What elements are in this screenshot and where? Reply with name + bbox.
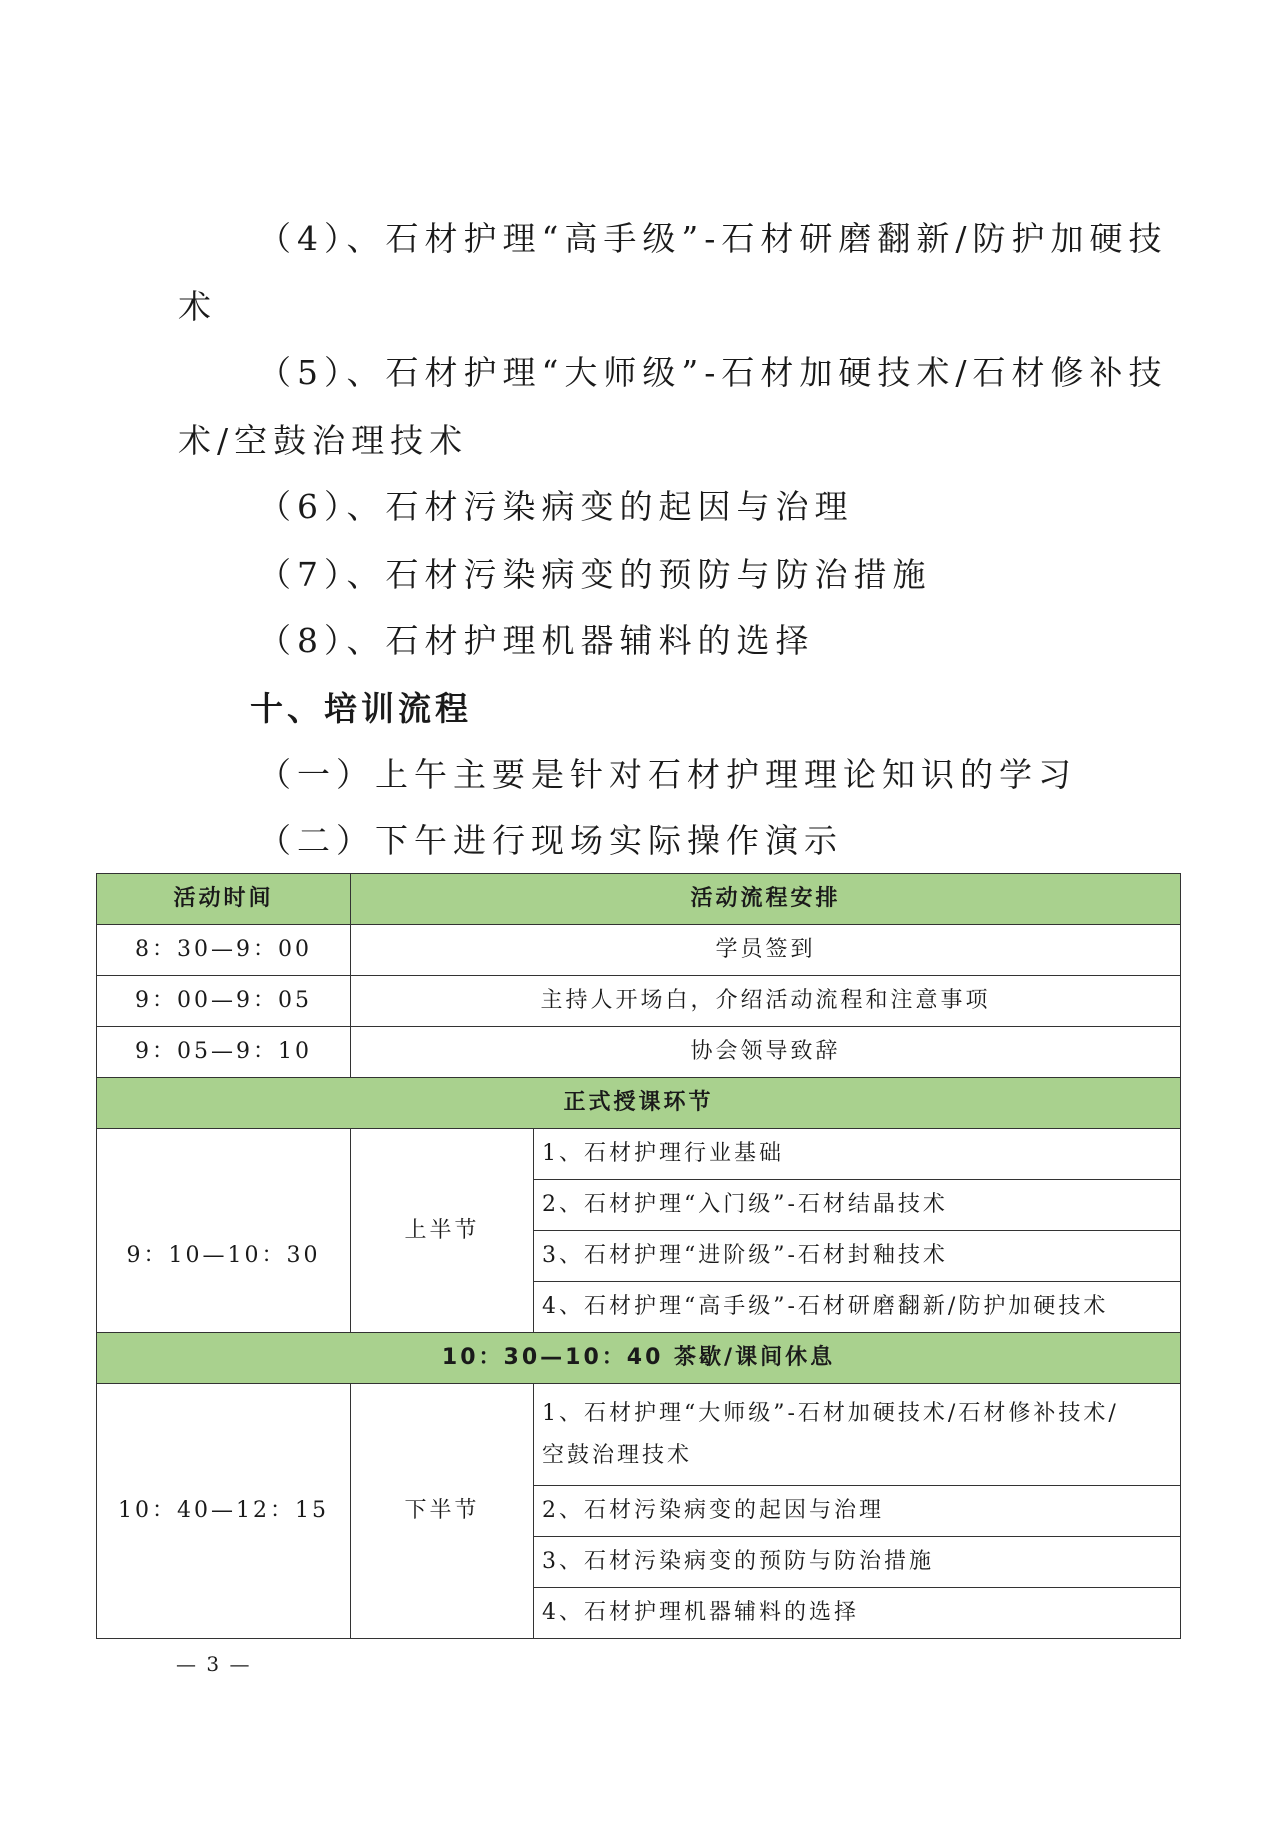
topic-item: 3、石材护理“进阶级”-石材封釉技术	[534, 1231, 1181, 1282]
topic-item	[534, 1384, 1181, 1486]
topic-item: 2、石材护理“入门级”-石材结晶技术	[534, 1180, 1181, 1231]
band-row	[97, 1078, 1181, 1129]
row-plan: 学员签到	[351, 925, 1181, 976]
row-plan: 主持人开场白，介绍活动流程和注意事项	[351, 976, 1181, 1027]
page-number: — 3 —	[176, 1652, 252, 1676]
band-formal: 正式授课环节	[97, 1078, 1181, 1129]
section-ten-title: 十、培训流程	[250, 689, 472, 728]
first-half-label: 上半节	[351, 1129, 534, 1333]
table-row	[97, 1129, 1181, 1180]
item4-line2: 术	[178, 287, 217, 326]
section-ten-sub1: （一）上午主要是针对石材护理理论知识的学习	[258, 755, 1077, 794]
first-half-time-text: 9：10—10：30	[126, 1242, 321, 1268]
table-row	[97, 1027, 1181, 1078]
row-time: 9：05—9：10	[97, 1027, 351, 1078]
second-half-label: 下半节	[351, 1384, 534, 1639]
item4-line1: （4）、石材护理“高手级”-石材研磨翻新/防护加硬技	[258, 219, 1168, 258]
band-break: 10：30—10：40 茶歇/课间休息	[97, 1333, 1181, 1384]
item5-line2: 术/空鼓治理技术	[178, 421, 469, 460]
topic-line: 空鼓治理技术	[542, 1442, 693, 1468]
row-time: 9：00—9：05	[97, 976, 351, 1027]
table-row	[97, 925, 1181, 976]
item6: （6）、石材污染病变的起因与治理	[258, 487, 854, 526]
topic-item: 4、石材护理机器辅料的选择	[534, 1588, 1181, 1639]
item8: （8）、石材护理机器辅料的选择	[258, 621, 815, 660]
item5-line1: （5）、石材护理“大师级”-石材加硬技术/石材修补技	[258, 353, 1168, 392]
table-header-row	[97, 874, 1181, 925]
item7: （7）、石材污染病变的预防与防治措施	[258, 555, 932, 594]
schedule-table	[96, 873, 1181, 1639]
band-row	[97, 1333, 1181, 1384]
header-time: 活动时间	[97, 874, 351, 925]
topic-item: 2、石材污染病变的起因与治理	[534, 1486, 1181, 1537]
first-half-time	[97, 1129, 351, 1333]
row-plan: 协会领导致辞	[351, 1027, 1181, 1078]
row-time: 8：30—9：00	[97, 925, 351, 976]
topic-item: 4、石材护理“高手级”-石材研磨翻新/防护加硬技术	[534, 1282, 1181, 1333]
table-row	[97, 976, 1181, 1027]
table-row	[97, 1384, 1181, 1486]
topic-line: 1、石材护理“大师级”-石材加硬技术/石材修补技术/	[542, 1400, 1119, 1426]
section-ten-sub2: （二）下午进行现场实际操作演示	[258, 821, 843, 860]
header-plan: 活动流程安排	[351, 874, 1181, 925]
second-half-time: 10：40—12：15	[97, 1384, 351, 1639]
topic-item: 1、石材护理行业基础	[534, 1129, 1181, 1180]
topic-item: 3、石材污染病变的预防与防治措施	[534, 1537, 1181, 1588]
